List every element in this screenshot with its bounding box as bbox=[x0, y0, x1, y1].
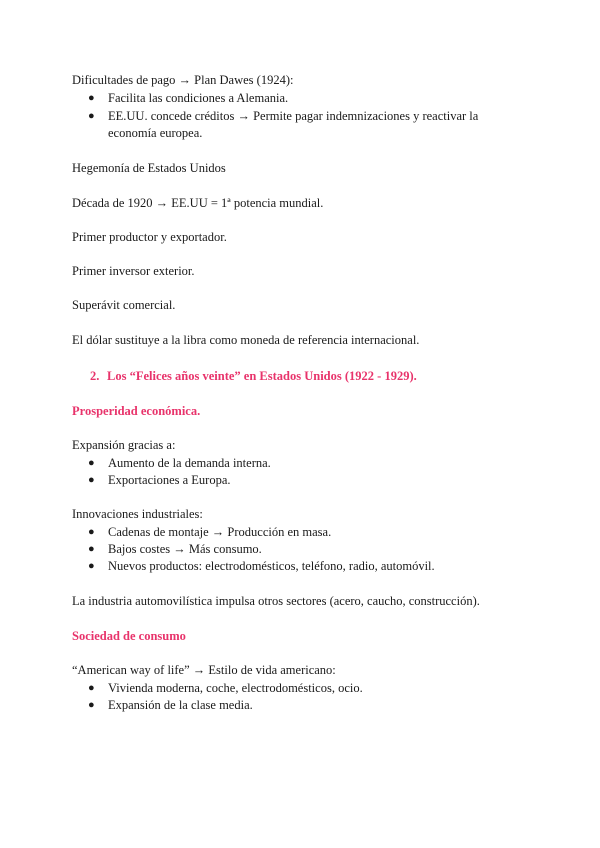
bullet-icon: ● bbox=[88, 543, 95, 555]
subsection-heading: Sociedad de consumo bbox=[72, 629, 186, 643]
list-item: Exportaciones a Europa. bbox=[108, 473, 231, 487]
hegemonia-title: Hegemonía de Estados Unidos bbox=[72, 161, 226, 175]
list-item: Expansión de la clase media. bbox=[108, 698, 253, 712]
section-number: 2. bbox=[90, 369, 100, 383]
paragraph: “American way of life” → Estilo de vida americano: bbox=[72, 663, 336, 677]
list-item: Vivienda moderna, coche, electrodomésticos, ocio. bbox=[108, 681, 363, 695]
paragraph: Superávit comercial. bbox=[72, 298, 176, 312]
list-item: Aumento de la demanda interna. bbox=[108, 456, 271, 470]
paragraph: Primer productor y exportador. bbox=[72, 230, 227, 244]
bullet-icon: ● bbox=[88, 560, 95, 572]
section-heading: Los “Felices años veinte” en Estados Unidos (1922 - 1929). bbox=[107, 369, 417, 383]
bullet-icon: ● bbox=[88, 110, 95, 122]
bullet-icon: ● bbox=[88, 682, 95, 694]
list-item: EE.UU. concede créditos → Permite pagar indemnizaciones y reactivar la bbox=[108, 109, 479, 123]
list-item-continuation: economía europea. bbox=[108, 126, 203, 140]
plan-dawes-intro: Dificultades de pago → Plan Dawes (1924): bbox=[72, 73, 294, 87]
paragraph: El dólar sustituye a la libra como moneda de referencia internacional. bbox=[72, 333, 420, 347]
bullet-icon: ● bbox=[88, 699, 95, 711]
subsection-heading: Prosperidad económica. bbox=[72, 404, 201, 418]
paragraph: La industria automovilística impulsa otros sectores (acero, caucho, construcción). bbox=[72, 594, 480, 608]
bullet-icon: ● bbox=[88, 457, 95, 469]
bullet-icon: ● bbox=[88, 92, 95, 104]
list-item: Nuevos productos: electrodomésticos, teléfono, radio, automóvil. bbox=[108, 559, 435, 573]
list-item: Bajos costes → Más consumo. bbox=[108, 542, 262, 556]
bullet-icon: ● bbox=[88, 526, 95, 538]
paragraph: Expansión gracias a: bbox=[72, 438, 176, 452]
list-item: Cadenas de montaje → Producción en masa. bbox=[108, 525, 332, 539]
paragraph: Innovaciones industriales: bbox=[72, 507, 203, 521]
paragraph: Década de 1920 → EE.UU = 1ª potencia mundial. bbox=[72, 196, 324, 210]
list-item: Facilita las condiciones a Alemania. bbox=[108, 91, 289, 105]
paragraph: Primer inversor exterior. bbox=[72, 264, 195, 278]
bullet-icon: ● bbox=[88, 474, 95, 486]
